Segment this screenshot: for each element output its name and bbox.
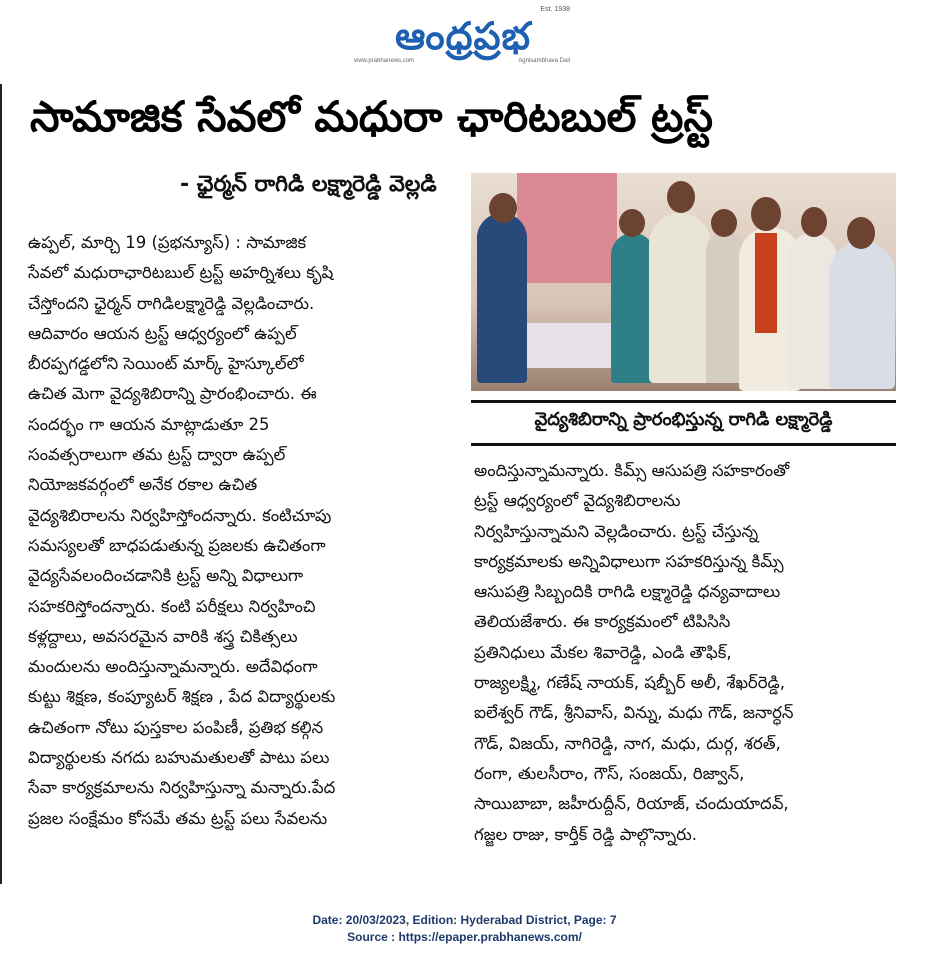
column-rule: [0, 84, 2, 884]
article-line: సహకరిస్తోందన్నారు. కంటి పరీక్షలు నిర్వహించి: [28, 596, 316, 616]
established-label: Est. 1938: [540, 6, 570, 13]
photo-caption: వైద్యశిబిరాన్ని ప్రారంభిస్తున్న రాగిడి లక్ష్మారెడ్డి: [534, 409, 833, 430]
article-line: చేస్తోందని ఛైర్మన్ రాగిడిలక్ష్మారెడ్డి వెల్లడించారు.: [28, 293, 315, 313]
shawl-shape: [755, 233, 777, 333]
person-head: [667, 181, 695, 213]
article-line: ఉప్పల్, మార్చి 19 (ప్రభన్యూస్) : సామాజిక: [28, 233, 307, 252]
tagline: Agnisambhava Dail: [518, 58, 570, 64]
article-line: నియోజకవర్గంలో అనేక రకాల ఉచిత: [28, 475, 258, 495]
article-line: నిర్వహిస్తున్నామని వెల్లడించారు. ట్రస్ట్ చేస్తున్న: [474, 521, 759, 541]
article-line: ట్రస్ట్ ఆధ్వర్యంలో వైద్యశిబిరాలను: [474, 491, 681, 511]
article-line: గజ్జల రాజు, కార్తీక్ రెడ్డి పాల్గొన్నారు.: [474, 824, 698, 844]
article-line: సేవా కార్యక్రమాలను నిర్వహిస్తున్నా మన్నారు.పేద: [28, 778, 336, 798]
article-line: సేవలో మధురాఛారిటబుల్ ట్రస్ట్ అహర్నిశలు కృషి: [28, 263, 334, 283]
logo-text: ఆంధ్రప్రభ: [395, 14, 531, 58]
article-line: విద్యార్థులకు నగదు బహుమతులతో పాటు పలు: [28, 748, 330, 768]
article-line: సమస్యలతో బాధపడుతున్న ప్రజలకు ఉచితంగా: [28, 535, 326, 555]
masthead: [0, 0, 929, 76]
article-line: బీరప్పగడ్డలోని సెయింట్ మార్క్ హైస్కూల్‌లో: [28, 354, 304, 374]
person-figure: [829, 241, 895, 389]
source-link[interactable]: Source : https://epaper.prabhanews.com/: [347, 930, 582, 944]
article-line: ప్రజల సంక్షేమం కోసమే తమ ట్రస్ట్ పలు సేవలను: [28, 808, 328, 828]
curtain-shape: [517, 173, 617, 283]
person-head: [711, 209, 737, 237]
article-line: ఆసుపత్రి సిబ్బందికి రాగిడి లక్ష్మారెడ్డి ధన్యవాదాలు: [474, 582, 781, 602]
article-line: రాజ్యలక్ష్మి, గణేష్ నాయక్, షబ్బీర్ అలీ, శేఖర్‌రెడ్డి,: [474, 673, 785, 693]
footer: [0, 912, 929, 946]
site-url: www.prabhanews.com: [354, 58, 415, 64]
article-line: ప్రతినిధులు మేకల శివారెడ్డి, ఎండి తౌఫిక్,: [474, 642, 732, 662]
article-line: సంవత్సరాలుగా తమ ట్రస్ట్ ద్వారా ఉప్పల్: [28, 445, 286, 465]
article-line: అందిస్తున్నామన్నారు. కిమ్స్ ఆసుపత్రి సహకారంతో: [474, 461, 790, 480]
person-head: [847, 217, 875, 249]
article-line: ఉచిత మెగా వైద్యశిబిరాన్ని ప్రారంభించారు. ఈ: [28, 384, 317, 404]
person-figure: [649, 213, 711, 383]
newspaper-logo: [352, 6, 574, 66]
article-line: వైద్యశిబిరాలను నిర్వహిస్తోందన్నారు. కంటిచూపు: [28, 505, 332, 525]
article-line: ఐలేశ్వర్ గౌడ్, శ్రీనివాస్, విన్ను, మధు గౌడ్, జనార్ధన్: [474, 703, 794, 723]
person-head: [619, 209, 645, 237]
edition-date-line: Date: 20/03/2023, Edition: Hyderabad District, Page: 7: [312, 913, 617, 927]
article-line: రంగా, తులసీరాం, గౌస్, సంజయ్, రిజ్వాన్,: [474, 763, 745, 783]
person-head: [489, 193, 517, 223]
article-headline: సామాజిక సేవలో మధురా ఛారిటబుల్ ట్రస్ట్: [30, 92, 713, 141]
article-subhead: - ఛైర్మన్ రాగిడి లక్ష్మారెడ్డి వెల్లడి: [180, 172, 437, 197]
article-line: కళ్లద్దాలు, అవసరమైన వారికి శస్త్ర చికిత్సలు: [28, 626, 298, 646]
article-line: వైద్యసేవలందించడానికి ట్రస్ట్ అన్ని విధాలుగా: [28, 566, 304, 586]
article-line: ఉచితంగా నోటు పుస్తకాల పంపిణీ, ప్రతిభ కల్గిన: [28, 717, 324, 737]
article-line: ఆదివారం ఆయన ట్రస్ట్ ఆధ్వర్యంలో ఉప్పల్: [28, 323, 297, 343]
person-figure: [477, 213, 527, 383]
article-line: తెలియజేశారు. ఈ కార్యక్రమంలో టిపిసిసి: [474, 612, 731, 632]
article-column-1: [28, 228, 448, 834]
article-column-2: [474, 456, 904, 850]
article-line: సాయిబాబా, జహీరుద్దీన్, రియాజ్, చందుయాదవ్,: [474, 794, 789, 814]
article-line: కుట్టు శిక్షణ, కంప్యూటర్ శిక్షణ , పేద విద్యార్థులకు: [28, 687, 336, 707]
article-line: సందర్భం గా ఆయన మాట్లాడుతూ 25: [28, 414, 270, 434]
news-photo: [471, 173, 896, 391]
photo-caption-box: [471, 400, 896, 446]
article-line: గౌడ్, విజయ్, నాగిరెడ్డి, నాగ, మధు, దుర్గ, శరత్,: [474, 733, 781, 753]
article-line: మందులను అందిస్తున్నామన్నారు. అదేవిధంగా: [28, 657, 318, 677]
person-head: [801, 207, 827, 237]
person-head: [751, 197, 781, 231]
article-line: కార్యక్రమాలకు అన్నివిధాలుగా సహకరిస్తున్న కిమ్స్: [474, 551, 784, 571]
